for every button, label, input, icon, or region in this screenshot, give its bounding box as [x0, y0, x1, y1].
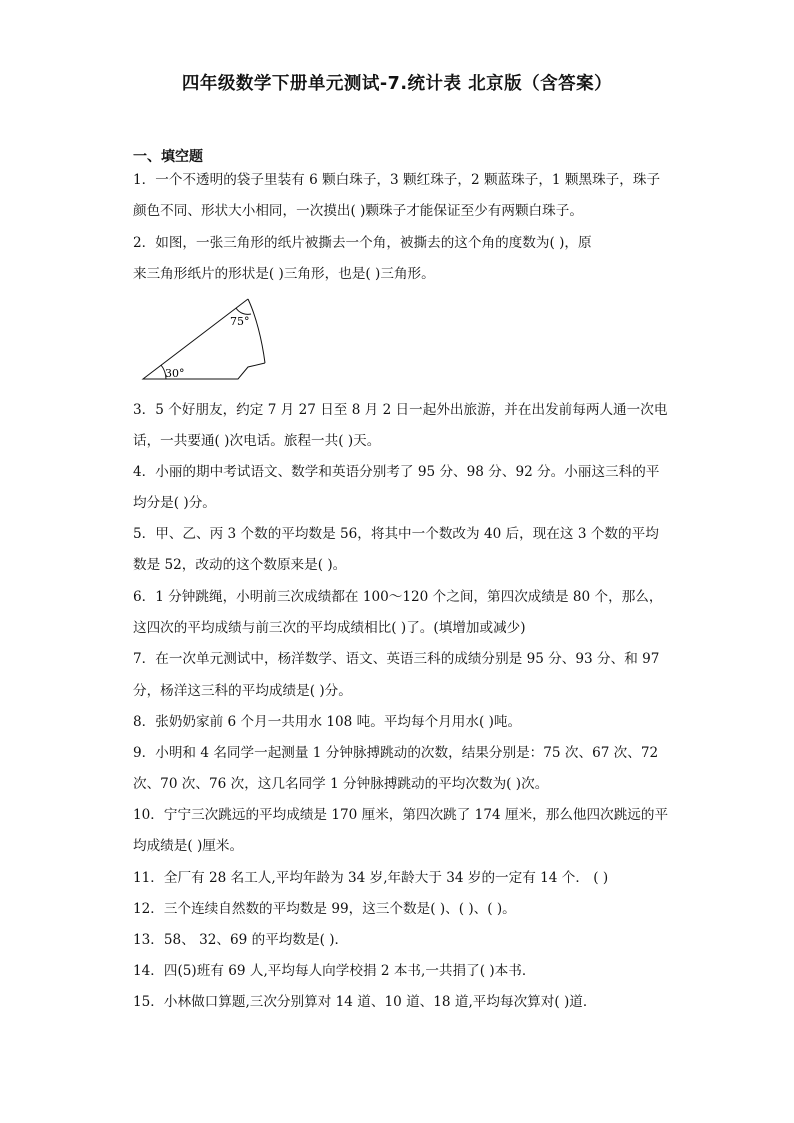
page-title: 四年级数学下册单元测试-7.统计表 北京版（含答案） [181, 74, 613, 94]
triangle-figure [138, 296, 278, 384]
torn-edge [248, 299, 265, 363]
question-line: 14．四(5)班有 69 人,平均每人向学校捐 2 本书,一共捐了( )本书． [133, 963, 536, 979]
question-line: 13．58、 32、69 的平均数是( )． [133, 932, 349, 948]
question-line: 10．宁宁三次跳远的平均成绩是 170 厘米，第四次跳了 174 厘米，那么他四次跳远的平 [133, 807, 669, 823]
question-line: 均分是( )分。 [133, 495, 216, 511]
question-line: 3．5 个好朋友，约定 7 月 27 日至 8 月 2 日一起外出旅游，并在出发前每两人通一次电 [133, 402, 668, 418]
question-line: 这四次的平均成绩与前三次的平均成绩相比( )了。(填增加或减少) [133, 620, 526, 636]
question-line: 颜色不同、形状大小相同，一次摸出( )颗珠子才能保证至少有两颗白珠子。 [133, 203, 583, 219]
question-line: 均成绩是( )厘米。 [133, 838, 244, 854]
question-line: 5．甲、乙、丙 3 个数的平均数是 56，将其中一个数改为 40 后，现在这 3 个数的平均 [133, 526, 659, 542]
question-line: 话，一共要通( )次电话。旅程一共( )天。 [133, 433, 381, 449]
question-line: 8．张奶奶家前 6 个月一共用水 108 吨。平均每个月用水( )吨。 [133, 714, 522, 730]
section-heading: 一、填空题 [133, 149, 203, 165]
question-line: 4．小丽的期中考试语文、数学和英语分别考了 95 分、98 分、92 分。小丽这三科的平 [133, 464, 660, 480]
question-line: 11．全厂有 28 名工人,平均年龄为 34 岁,年龄大于 34 岁的一定有 14 个． ( ) [133, 870, 609, 886]
angle-arc-top [236, 308, 251, 314]
question-line: 次、70 次、76 次，这几名同学 1 分钟脉搏跳动的平均次数为( )次。 [133, 776, 549, 792]
question-line: 来三角形纸片的形状是( )三角形，也是( )三角形。 [133, 266, 435, 282]
question-line: 7．在一次单元测试中，杨洋数学、语文、英语三科的成绩分别是 95 分、93 分、和 97 [133, 651, 660, 667]
question-line: 2．如图，一张三角形的纸片被撕去一个角，被撕去的这个角的度数为( )，原 [133, 235, 592, 251]
question-line: 15．小林做口算题,三次分别算对 14 道、10 道、18 道,平均每次算对( )道． [133, 994, 597, 1010]
triangle-outline [143, 299, 265, 379]
angle-label-top: 75° [230, 315, 250, 328]
question-line: 9．小明和 4 名同学一起测量 1 分钟脉搏跳动的次数，结果分别是：75 次、67 次、72 [133, 745, 659, 761]
angle-label-left: 30° [165, 367, 185, 380]
question-line: 12．三个连续自然数的平均数是 99，这三个数是( )、( )、( )。 [133, 901, 516, 917]
question-line: 数是 52，改动的这个数原来是( )。 [133, 557, 347, 573]
question-line: 分，杨洋这三科的平均成绩是( )分。 [133, 683, 352, 699]
question-line: 1．一个不透明的袋子里装有 6 颗白珠子，3 颗红珠子，2 颗蓝珠子，1 颗黑珠子，珠子 [133, 172, 661, 188]
question-line: 6．1 分钟跳绳，小明前三次成绩都在 100～120 个之间，第四次成绩是 80 个，那么， [133, 589, 663, 605]
